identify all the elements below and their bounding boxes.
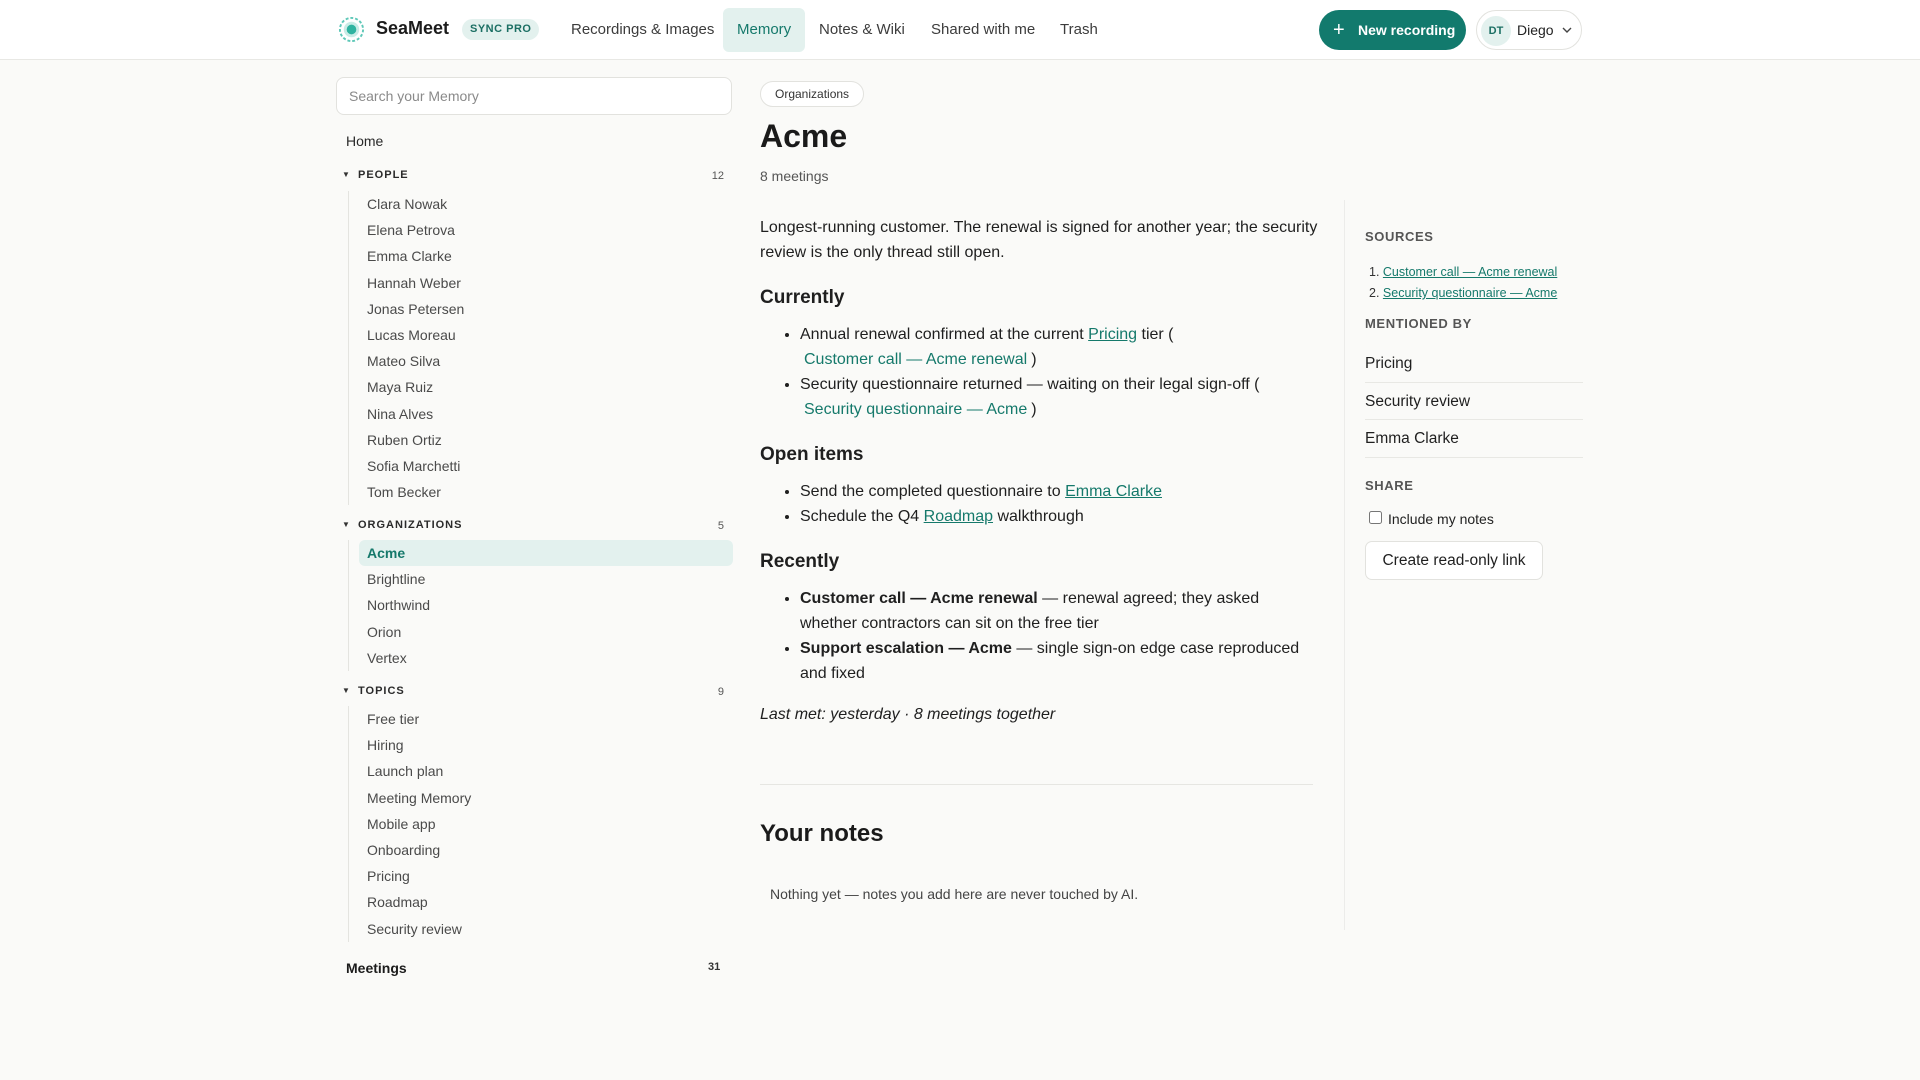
organizations-list [348,540,733,671]
caret-down-icon: ▼ [342,170,350,179]
list-item [800,504,1320,529]
citation-link[interactable]: Customer call — Acme renewal [804,351,1028,368]
brand-name[interactable]: SeaMeet [376,18,450,38]
tab-shared-with-me[interactable]: Shared with me [931,21,1036,38]
sources-list [1369,262,1557,304]
plus-icon: + [1333,19,1345,41]
sidebar-item-person[interactable]: Ruben Ortiz [367,431,442,448]
mentioned-by-item[interactable]: Emma Clarke [1365,420,1583,458]
new-recording-button[interactable] [1319,10,1466,50]
sidebar-item-organization[interactable]: Orion [367,623,402,640]
item-text: Annual renewal confirmed at the current [800,326,1089,343]
section-header-organizations[interactable] [342,517,724,535]
tab-trash[interactable]: Trash [1060,21,1098,38]
memory-article [760,215,1320,727]
user-menu[interactable] [1476,10,1582,50]
section-header-people[interactable] [342,167,724,185]
section-heading-recently: Recently [760,551,840,572]
section-title: TOPICS [358,685,405,697]
sidebar-item-person[interactable]: Nina Alves [367,405,434,422]
breadcrumb-chip[interactable]: Organizations [760,81,864,107]
list-item [800,372,1320,422]
sidebar-item-topic[interactable]: Mobile app [367,815,436,832]
include-notes-checkbox[interactable] [1369,511,1382,524]
sidebar-item-meetings[interactable]: Meetings [346,960,407,976]
sidebar-item-organization[interactable]: Northwind [367,597,431,614]
create-read-only-link-button[interactable]: Create read-only link [1365,541,1543,580]
sidebar-item-topic[interactable]: Pricing [367,868,410,885]
list-item [800,479,1320,504]
item-text: Schedule the Q4 [800,508,924,525]
source-link[interactable]: Security questionnaire — Acme [1382,286,1558,300]
item-text: ) [1031,351,1037,368]
mentioned-by-item[interactable]: Security review [1365,383,1583,421]
sidebar-item-topic[interactable]: Onboarding [367,841,441,858]
page-title: Acme [760,118,848,154]
people-list [348,191,733,505]
meetings-count: 31 [708,961,721,973]
sidebar-item-organization-active[interactable]: Acme [359,540,733,566]
item-text: tier ( [1137,326,1174,343]
section-heading-open-items: Open items [760,444,864,465]
topic-link-roadmap[interactable]: Roadmap [923,508,994,525]
new-recording-label: New recording [1358,22,1456,38]
sidebar-item-person[interactable]: Elena Petrova [367,222,455,239]
item-text: — renewal agreed; they asked whether contractors can sit on the free tier [800,590,1260,632]
notes-empty-state[interactable]: Nothing yet — notes you add here are never touched by AI. [770,886,1139,902]
section-count: 5 [717,520,724,532]
tab-notes-wiki[interactable]: Notes & Wiki [819,21,905,38]
source-item: 1. Customer call — Acme renewal [1369,265,1558,279]
section-count: 9 [717,686,724,698]
divider [760,784,1313,785]
meeting-title: Support escalation — Acme [800,640,1012,657]
section-heading-currently: Currently [760,287,845,308]
caret-down-icon: ▼ [342,520,350,529]
citation-link[interactable]: Security questionnaire — Acme [804,401,1028,418]
sidebar-item-person[interactable]: Emma Clarke [367,248,452,265]
topic-link-pricing[interactable]: Pricing [1088,326,1138,343]
list-item [800,322,1320,372]
sidebar-item-topic[interactable]: Security review [367,920,462,937]
sidebar-item-person[interactable]: Sofia Marchetti [367,457,461,474]
item-text: Security questionnaire returned — waiting on their legal sign-off ( [800,376,1260,393]
chevron-down-icon [1561,24,1573,36]
list-item [800,636,1320,686]
include-notes-label: Include my notes [1388,511,1494,527]
memory-search-input[interactable] [336,77,732,115]
recently-list [800,586,1320,686]
sidebar-item-topic[interactable]: Launch plan [367,763,444,780]
sidebar-item-person[interactable]: Mateo Silva [367,353,441,370]
tab-memory[interactable]: Memory [723,8,805,52]
meeting-title: Customer call — Acme renewal [800,590,1038,607]
sidebar-item-topic[interactable]: Hiring [367,737,404,754]
currently-list [800,322,1320,422]
user-name: Diego [1517,22,1554,38]
last-met-text: Last met: yesterday · 8 meetings together [760,706,1056,723]
sidebar-item-home[interactable]: Home [346,133,384,149]
mentioned-by-item[interactable]: Pricing [1365,345,1583,383]
section-header-topics[interactable] [342,683,724,701]
person-link-emma-clarke[interactable]: Emma Clarke [1065,483,1162,500]
sidebar-item-person[interactable]: Maya Ruiz [367,379,434,396]
source-link[interactable]: Customer call — Acme renewal [1382,265,1558,279]
notes-heading: Your notes [760,820,884,847]
caret-down-icon: ▼ [342,686,350,695]
item-text: walkthrough [993,508,1084,525]
seameet-logo-icon[interactable] [338,16,365,43]
item-text: — single sign-on edge case reproduced and fixed [800,640,1300,682]
intro-text: Longest-running customer. The renewal is signed for another year; the security review is the only thread still open. [760,219,1318,261]
section-title: ORGANIZATIONS [358,519,463,531]
tab-recordings-images[interactable]: Recordings & Images [571,21,715,38]
avatar: DT [1481,16,1511,46]
sidebar-item-organization[interactable]: Brightline [367,571,426,588]
sidebar-item-person[interactable]: Jonas Petersen [367,300,465,317]
section-count: 12 [711,170,724,182]
item-text: Send the completed questionnaire to [800,483,1066,500]
list-item [800,586,1320,636]
sidebar-item-topic[interactable]: Free tier [367,711,420,727]
item-text: ) [1031,401,1037,418]
sidebar-item-person[interactable]: Clara Nowak [367,196,448,212]
open-items-list [800,479,1320,529]
mentioned-by-heading: MENTIONED BY [1365,316,1472,331]
sidebar-item-person[interactable]: Tom Becker [367,484,441,501]
section-title: PEOPLE [358,169,409,181]
source-item: 2. Security questionnaire — Acme [1369,286,1558,300]
sidebar-item-person[interactable]: Lucas Moreau [367,326,456,343]
sources-heading: SOURCES [1365,229,1434,244]
column-divider [1344,200,1345,930]
mentioned-by-list [1365,345,1583,458]
share-heading: SHARE [1365,478,1414,493]
meeting-count: 8 meetings [760,168,829,184]
topics-list [348,706,733,942]
sidebar-item-organization[interactable]: Vertex [367,649,407,666]
sidebar-item-topic[interactable]: Meeting Memory [367,789,472,806]
top-bar [0,0,1920,60]
plan-badge: SYNC PRO [462,19,539,40]
sidebar-item-topic[interactable]: Roadmap [367,894,428,911]
sidebar-item-person[interactable]: Hannah Weber [367,274,461,291]
